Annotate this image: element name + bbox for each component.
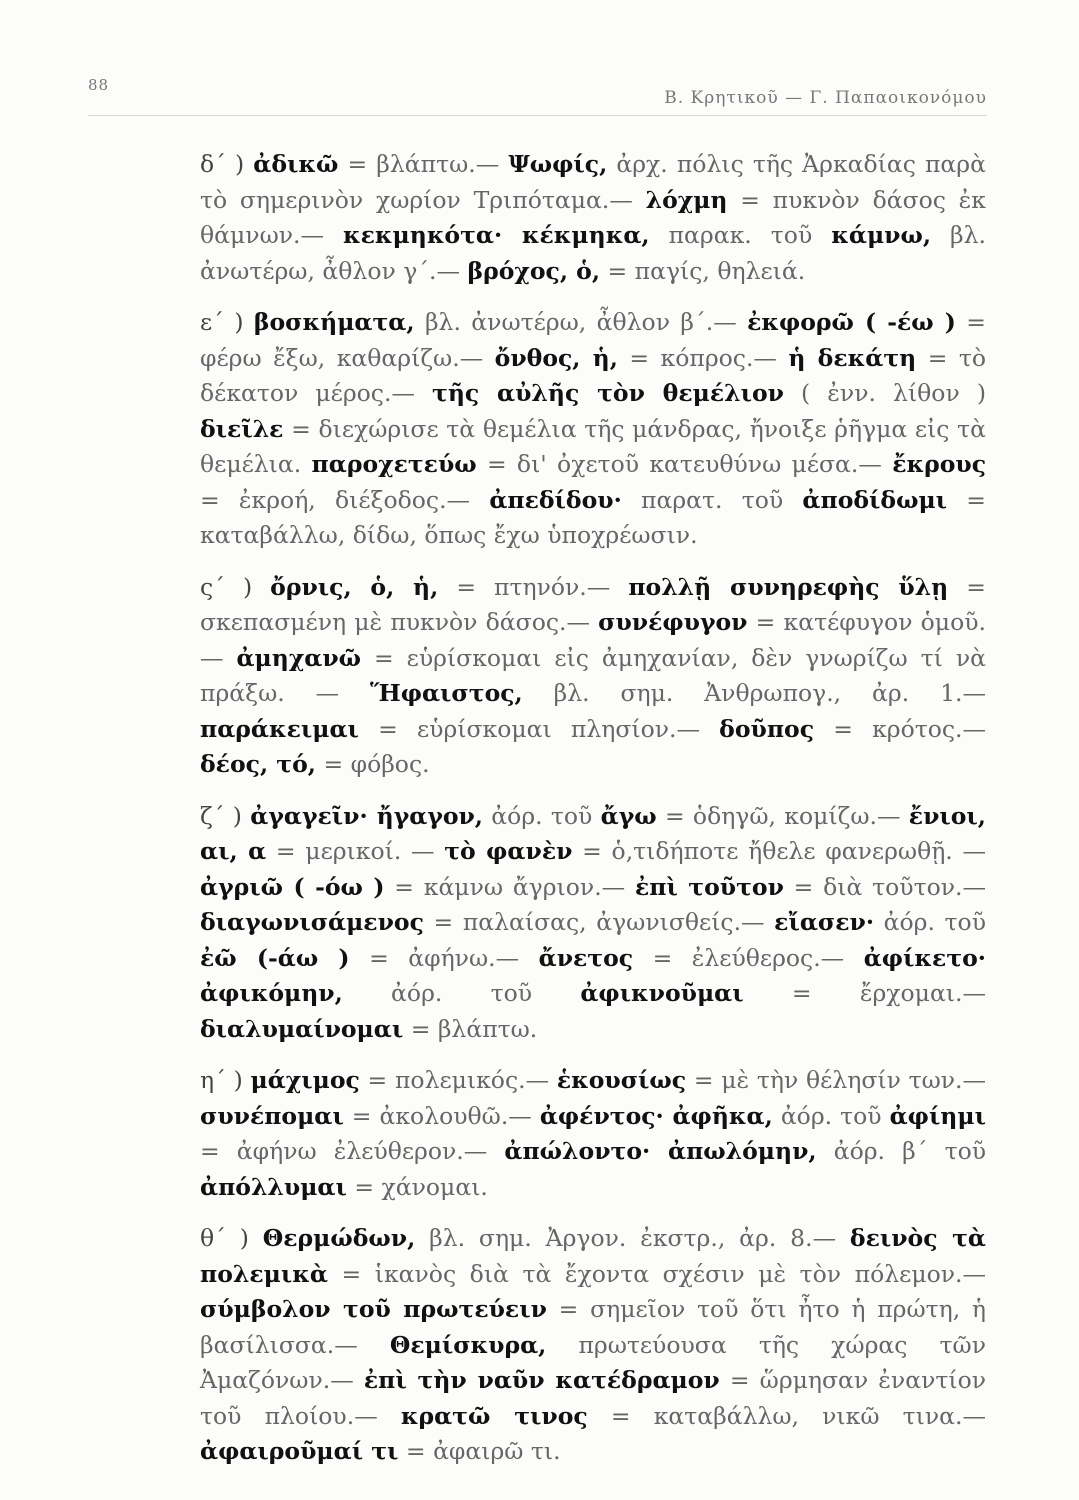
entry-label: ε΄ ) xyxy=(200,308,244,336)
glossary-entry xyxy=(200,1063,986,1205)
headword: βρόχος, ὁ, xyxy=(467,256,601,285)
headword: ἀπώλοντο· ἀπωλόμην, xyxy=(504,1137,817,1165)
headword: ἐπὶ τὴν ναῦν κατέδραμον xyxy=(363,1366,720,1394)
headword: διαλυμαίνομαι xyxy=(200,1014,404,1043)
headword: ἐπὶ τοῦτον xyxy=(634,872,784,901)
headword: κάμνω, xyxy=(831,221,932,249)
headword: σύμβολον τοῦ πρωτεύειν xyxy=(200,1295,547,1323)
definition-text: ἀόρ. β΄ τοῦ xyxy=(816,1137,986,1165)
entry-label: η΄ ) xyxy=(200,1066,243,1094)
definition-text: = διεχώρισε τὰ θεμέλια τῆς μάνδρας, ἤνοιξε ῥῆγμα εἰς τὰ θεμέλια. xyxy=(200,414,986,478)
headword: πολλῇ συνηρεφὴς ὕλῃ xyxy=(628,572,949,601)
headword: ἀμηχανῶ xyxy=(236,643,362,672)
definition-text: = φέρω ἔξω, καθαρίζω.— xyxy=(200,308,986,372)
definition-text: = φόβος. xyxy=(315,750,430,778)
headword: Θεμίσκυρα, xyxy=(389,1330,547,1359)
definition-text: ἀρχ. πόλις τῆς Ἀρκαδίας παρὰ τὸ σημερινὸν χωρίον Τριπόταμα.— xyxy=(200,150,986,214)
entry-label: θ΄ ) xyxy=(200,1224,249,1252)
definition-text: = κρότος.— xyxy=(814,714,987,743)
running-title: Β. Κρητικοῦ — Γ. Παπαοικονόμου xyxy=(664,88,987,108)
definition-text: = σημεῖον τοῦ ὅτι ἦτο ἡ πρώτη, ἡ βασίλισσα.— xyxy=(200,1295,986,1359)
definition-text: = κάμνω ἄγριον.— xyxy=(384,872,635,901)
definition-text: ἀόρ. τοῦ xyxy=(342,979,581,1007)
headword: ἑκουσίως xyxy=(556,1066,687,1094)
definition-text xyxy=(244,308,254,336)
definition-text: = ὁ,τιδήποτε ἤθελε φανερωθῇ. — xyxy=(572,837,986,865)
definition-text: = δι' ὀχετοῦ κατευθύνω μέσα.— xyxy=(476,450,893,478)
definition-text: = ἀφήνω ἐλεύθερον.— xyxy=(200,1137,505,1165)
definition-text: = διὰ τοῦτον.— xyxy=(783,872,986,901)
definition-text: = καταβάλλω, νικῶ τινα.— xyxy=(587,1401,986,1430)
definition-text xyxy=(249,1224,263,1252)
definition-text: = χάνομαι. xyxy=(346,1172,488,1201)
definition-text: = ἀφήνω.— xyxy=(349,943,539,972)
definition-text: = εὑρίσκομαι πλησίον.— xyxy=(358,714,720,743)
definition-text: = ὥρμησαν ἐναντίον τοῦ πλοίου.— xyxy=(200,1366,986,1430)
headword: ἄγω xyxy=(600,801,657,830)
headword: ὄνθος, ἡ, xyxy=(494,343,618,372)
headword: συνέφυγον xyxy=(598,608,748,636)
glossary-entry xyxy=(200,570,986,783)
definition-text: παρακ. τοῦ xyxy=(649,221,832,249)
page-number: 88 xyxy=(88,76,110,94)
definition-text: = βλάπτω. xyxy=(403,1014,538,1043)
headword: ἀποδίδωμι xyxy=(802,485,948,514)
definition-text: = ὁδηγῶ, κομίζω.— xyxy=(656,801,909,830)
definition-text xyxy=(244,150,253,178)
headword: ἀφικνοῦμαι xyxy=(580,979,744,1007)
definition-text: βλ. σημ. Ἀνθρωπογ., ἀρ. 1.— xyxy=(522,679,986,707)
entry-label: ζ΄ ) xyxy=(200,801,242,830)
definition-text: = καταβάλλω, δίδω, ὅπως ἔχω ὑποχρέωσιν. xyxy=(200,485,986,549)
definition-text: = ἱκανὸς διὰ τὰ ἔχοντα σχέσιν μὲ τὸν πόλεμον.— xyxy=(327,1259,986,1288)
headword: ἀγριῶ ( -όω ) xyxy=(200,872,385,901)
headword: βοσκήματα, xyxy=(253,308,415,336)
definition-text: = βλάπτω.— xyxy=(338,150,509,178)
headword: ἡ δεκάτη xyxy=(788,343,917,372)
headword: ἀφαιροῦμαί τι xyxy=(200,1437,399,1465)
headword: συνέπομαι xyxy=(200,1101,344,1130)
definition-text: = ἐκροή, διέξοδος.— xyxy=(200,485,490,514)
definition-text: = ἐλεύθερος.— xyxy=(633,943,864,972)
definition-text: = ἔρχομαι.— xyxy=(743,979,986,1007)
headword: ἀφίημι xyxy=(889,1101,986,1130)
headword: διαγωνισάμενος xyxy=(200,908,424,936)
definition-text xyxy=(252,573,270,601)
definition-text: = σκεπασμένη μὲ πυκνὸν δάσος.— xyxy=(200,572,986,636)
definition-text: = κατέφυγον ὁμοῦ.— xyxy=(200,608,986,672)
glossary-entry xyxy=(200,147,986,289)
headword: κεκμηκότα· κέκμηκα, xyxy=(343,221,650,249)
headword: λόχμη xyxy=(645,185,728,214)
definition-text: βλ. ἀνωτέρω, ἆθλον γ΄.— xyxy=(200,221,986,285)
definition-text: = μερικοί. — xyxy=(266,837,445,865)
headword: ἐῶ (-άω ) xyxy=(200,943,350,972)
glossary-content xyxy=(200,147,986,1486)
definition-text: = πολεμικός.— xyxy=(359,1066,557,1094)
headword: ἔνιοι, αι, α xyxy=(200,801,986,865)
headword: τὸ φανὲν xyxy=(444,837,573,865)
definition-text xyxy=(243,1066,251,1094)
headword: διεῖλε xyxy=(200,414,284,443)
definition-text: βλ. ἀνωτέρω, ἆθλον β΄.— xyxy=(414,308,748,336)
headword: κρατῶ τινος xyxy=(400,1401,588,1430)
definition-text: βλ. σημ. Ἀργον. ἐκστρ., ἀρ. 8.— xyxy=(415,1224,850,1252)
headword: τῆς αὐλῆς τὸν θεμέλιον xyxy=(432,379,784,407)
headword: δέος, τό, xyxy=(200,750,316,778)
definition-text: = ἀφαιρῶ τι. xyxy=(398,1437,561,1465)
definition-text: παρατ. τοῦ xyxy=(621,485,803,514)
headword: παροχετεύω xyxy=(311,450,477,478)
headword: ἄνετος xyxy=(538,943,634,972)
definition-text: = τὸ δέκατον μέρος.— xyxy=(200,343,987,407)
headword: ἐκφορῶ ( -έω ) xyxy=(747,308,956,336)
headword: δοῦπος xyxy=(719,714,815,743)
definition-text: ( ἐνν. λίθον ) xyxy=(783,379,986,407)
definition-text: = εὑρίσκομαι εἰς ἀμηχανίαν, δὲν γνωρίζω τί νὰ πράξω. — xyxy=(200,643,986,707)
headword: ἔκρους xyxy=(892,450,987,478)
headword: Θερμώδων, xyxy=(262,1224,416,1252)
definition-text: = πυκνὸν δάσος ἐκ θάμνων.— xyxy=(200,185,986,249)
glossary-entry xyxy=(200,799,986,1048)
definition-text: = παλαίσας, ἀγωνισθείς.— xyxy=(423,908,775,936)
entry-label: ς΄ ) xyxy=(200,572,253,601)
glossary-entry xyxy=(200,305,986,554)
definition-text: = πτηνόν.— xyxy=(438,572,629,601)
headword: εἴασεν· xyxy=(774,908,875,936)
definition-text: = παγίς, θηλειά. xyxy=(600,256,806,285)
definition-text: ἀόρ. τοῦ xyxy=(772,1101,890,1130)
headword: ἀπόλλυμαι xyxy=(200,1172,347,1201)
headword: δεινὸς τὰ πολεμικὰ xyxy=(200,1224,986,1288)
headword: Ψωφίς, xyxy=(508,150,608,178)
definition-text: = κόπρος.— xyxy=(617,343,789,372)
glossary-entry xyxy=(200,1221,986,1470)
headword: μάχιμος xyxy=(250,1066,360,1094)
headword: ἀφέντος· ἀφῆκα, xyxy=(539,1101,773,1130)
definition-text: πρωτεύουσα τῆς χώρας τῶν Ἀμαζόνων.— xyxy=(200,1330,986,1394)
headword: ἀφίκετο· ἀφικόμην, xyxy=(200,943,986,1007)
headword: ἀγαγεῖν· ἤγαγον, xyxy=(250,801,483,830)
definition-text: = ἀκολουθῶ.— xyxy=(343,1101,540,1130)
headword: παράκειμαι xyxy=(200,714,359,743)
definition-text: ἀόρ. τοῦ xyxy=(874,908,986,936)
header-rule xyxy=(88,115,987,116)
definition-text: = μὲ τὴν θέλησίν των.— xyxy=(686,1066,987,1094)
entry-label: δ΄ ) xyxy=(200,150,245,178)
headword: ἀπεδίδου· xyxy=(489,485,622,514)
headword: Ἥφαιστος, xyxy=(369,679,523,707)
headword: ἀδικῶ xyxy=(253,150,339,178)
definition-text: ἀόρ. τοῦ xyxy=(483,801,601,830)
headword: ὄρνις, ὁ, ἡ, xyxy=(270,572,439,601)
